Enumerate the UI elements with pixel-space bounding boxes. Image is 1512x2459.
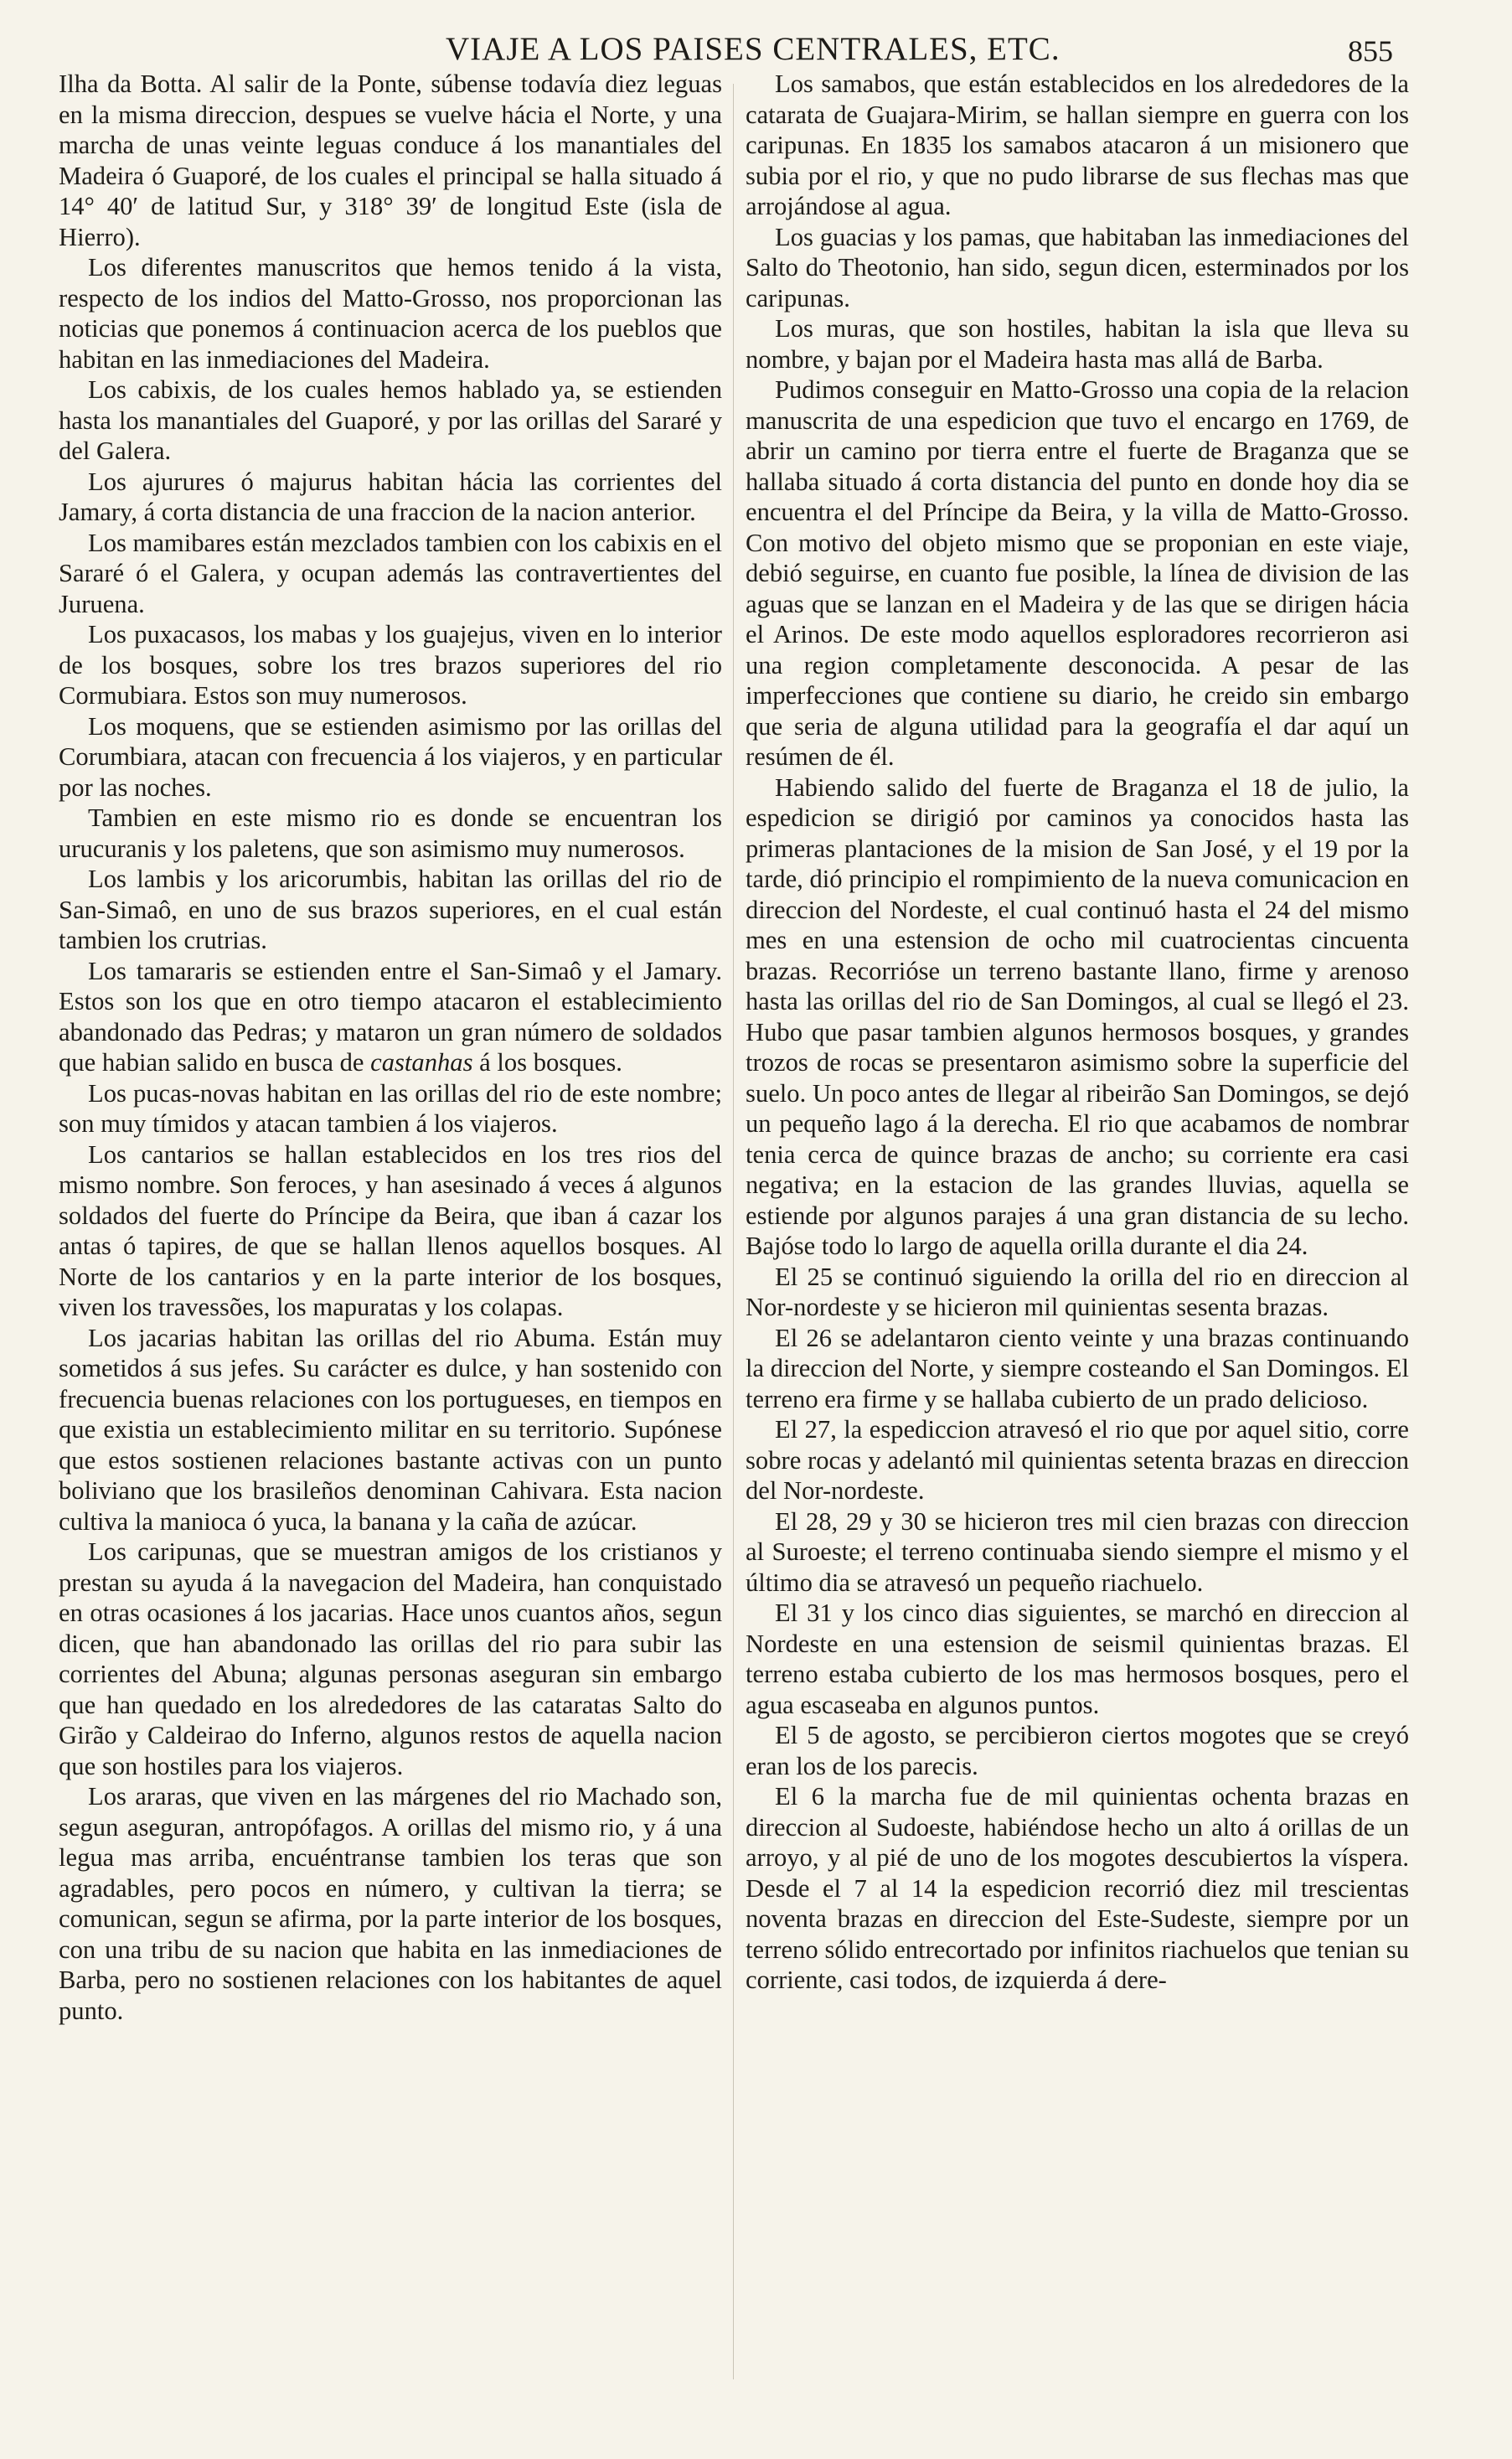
paragraph: Los lambis y los aricorumbis, habitan las orillas del rio de San-Simaô, en uno de sus brazos superiores, en el cual están tambien los crutrias. [59,865,722,954]
paragraph: Los puxacasos, los mabas y los guajejus, viven en lo interior de los bosques, sobre los tres brazos superiores del rio Cormubiara. Estos son muy numerosos. [59,620,722,710]
paragraph: Habiendo salido del fuerte de Braganza el 18 de julio, la espedicion se dirigió por caminos ya conocidos hasta las primeras plantaciones de la mision de San José, y el 19 por la tarde, dió principio el rompimiento de la nueva comunicacion en direccion del Nordeste, el cual continuó hasta el 24 del mismo mes en una estension de ocho mil cuatrocientas cincuenta brazas. Recorrióse un terreno bastante llano, firme y arenoso hasta las orillas del rio de San Domingos, al cual se llegó el 23. Hubo que pasar tambien algunos hermosos bosques, y grandes trozos de rocas se presentaron asimismo sobre la superficie del suelo. Un poco antes de llegar al ribeirão San Domingos, se dejó un pequeño lago á la derecha. El rio que acabamos de nombrar tenia cerca de quince brazas de ancho; su corriente era casi negativa; en la estacion de las grandes lluvias, aquella se estiende por algunos parajes á una gran distancia de su lecho. Bajóse todo lo largo de aquella orilla durante el dia 24. [746,772,1409,1260]
page-header [0,25,1512,75]
paragraph: El 5 de agosto, se percibieron ciertos mogotes que se creyó eran los de los parecis. [746,1721,1409,1780]
paragraph: Los moquens, que se estienden asimismo por las orillas del Corumbiara, atacan con frecuencia á los viajeros, y en particular por las noches. [59,711,722,802]
paragraph: Los araras, que viven en las márgenes del rio Machado son, segun aseguran, antropófagos. A orillas del mismo rio, y á una legua mas arriba, encuéntranse tambien los teras que son agradables, pero pocos en número, y cultivan la tierra; se comunican, segun se afirma, por la parte interior de los bosques, con una tribu de su nacion que habita en las inmediaciones de Barba, pero no sostienen relaciones con los habitantes de aquel punto. [59,1782,722,2025]
italic-term: castanhas [370,1048,473,1077]
paragraph: Los diferentes manuscritos que hemos tenido á la vista, respecto de los indios del Matto-Grosso, nos proporcionan las noticias que ponemos á continuacion acerca de los pueblos que habitan en las inmediaciones del Madeira. [59,253,722,374]
right-column [746,69,1409,1996]
paragraph: Los ajurures ó majurus habitan hácia las corrientes del Jamary, á corta distancia de una fraccion de la nacion anterior. [59,467,722,526]
paragraph: Ilha da Botta. Al salir de la Ponte, súbense todavía diez leguas en la misma direccion, despues se vuelve hácia el Norte, y una marcha de unas veinte leguas conduce á los manantiales del Madeira ó Guaporé, de los cuales el principal se halla situado á 14° 40′ de latitud Sur, y 318° 39′ de longitud Este (isla de Hierro). [59,70,722,251]
paragraph: Los caripunas, que se muestran amigos de los cristianos y prestan su ayuda á la navegacion del Madeira, han conquistado en otras ocasiones á los jacarias. Hace unos cuantos años, segun dicen, que han abandonado las orillas del rio para subir las corrientes del Abuna; algunas personas aseguran sin embargo que han quedado en los alrededores de las cataratas Salto do Girão y Caldeirao do Inferno, algunos restos de aquella nacion que son hostiles para los viajeros. [59,1537,722,1780]
paragraph: Los samabos, que están establecidos en los alrededores de la catarata de Guajara-Mirim, se hallan siempre en guerra con los caripunas. En 1835 los samabos atacaron á un misionero que subia por el rio, y que no pudo librarse de sus flechas mas que arrojándose al agua. [746,70,1409,220]
paragraph: El 27, la espediccion atravesó el rio que por aquel sitio, corre sobre rocas y adelantó mil quinientas setenta brazas en direccion del Nor-nordeste. [746,1415,1409,1505]
paragraph: El 26 se adelantaron ciento veinte y una brazas continuando la direccion del Norte, y siempre costeando el San Domingos. El terreno era firme y se hallaba cubierto de un prado delicioso. [746,1323,1409,1413]
paragraph: El 28, 29 y 30 se hicieron tres mil cien brazas con direccion al Suroeste; el terreno continuaba siendo siempre el mismo y el último dia se atravesó un pequeño riachuelo. [746,1506,1409,1597]
paragraph: Pudimos conseguir en Matto-Grosso una copia de la relacion manuscrita de una espedicion que tuvo el encargo en 1769, de abrir un camino por tierra entre el fuerte de Braganza que se hallaba situado á corta distancia del punto en donde hoy dia se encuentra el del Príncipe da Beira, y la villa de Matto-Grosso. Con motivo del objeto mismo que se proponian en este viaje, debió seguirse, en cuanto fue posible, la línea de division de las aguas que se lanzan en el Madeira y de las que se dirigen hácia el Arinos. De este modo aquellos esploradores recorrieron asi una region completamente desconocida. A pesar de las imperfecciones que contiene su diario, he creido sin embargo que seria de alguna utilidad para la geografía el dar aquí un resúmen de él. [746,375,1409,771]
paragraph: Los guacias y los pamas, que habitaban las inmediaciones del Salto do Theotonio, han sido, segun dicen, esterminados por los caripunas. [746,222,1409,313]
paragraph: Los muras, que son hostiles, habitan la isla que lleva su nombre, y bajan por el Madeira hasta mas allá de Barba. [746,314,1409,374]
running-title: VIAJE A LOS PAISES CENTRALES, ETC. [446,31,1060,67]
paragraph: Tambien en este mismo rio es donde se encuentran los urucuranis y los paletens, que son asimismo muy numerosos. [59,803,722,863]
paragraph-with-italic: Los tamararis se estienden entre el San-Simaô y el Jamary. Estos son los que en otro tiempo atacaron el establecimiento abandonado das Pedras; y mataron un gran número de soldados que habian salido en busca de castanhas á los bosques. [59,956,722,1077]
paragraph: Los jacarias habitan las orillas del rio Abuma. Están muy sometidos á sus jefes. Su carácter es dulce, y han sostenido con frecuencia buenas relaciones con los portugueses, en tiempos en que existia un establecimiento militar en su territorio. Supónese que estos sostienen relaciones bastante activas con un punto boliviano que los brasileños denominan Cahivara. Esta nacion cultiva la manioca ó yuca, la banana y la caña de azúcar. [59,1323,722,1536]
page-number: 855 [1348,34,1393,68]
column-divider [733,84,734,2379]
paragraph: El 31 y los cinco dias siguientes, se marchó en direccion al Nordeste en una estension de seismil quinientas brazas. El terreno estaba cubierto de los mas hermosos bosques, pero el agua escaseaba en algunos puntos. [746,1599,1409,1719]
paragraph: El 6 la marcha fue de mil quinientas ochenta brazas en direccion al Sudoeste, habiéndose hecho un alto á orillas de un arroyo, y al pié de uno de los mogotes descubiertos la víspera. Desde el 7 al 14 la espedicion recorrió diez mil trescientas noventa brazas en direccion del Este-Sudeste, siempre por un terreno sólido entrecortado por infinitos riachuelos que tenian su corriente, casi todos, de izquierda á dere- [746,1782,1409,1994]
paragraph: Los mamibares están mezclados tambien con los cabixis en el Sararé ó el Galera, y ocupan además las contravertientes del Juruena. [59,528,722,618]
paragraph: Los cabixis, de los cuales hemos hablado ya, se estienden hasta los manantiales del Guaporé, y por las orillas del Sararé y del Galera. [59,375,722,465]
left-column [59,69,722,2026]
paragraph: Los cantarios se hallan establecidos en los tres rios del mismo nombre. Son feroces, y han asesinado á veces á algunos soldados del fuerte do Príncipe da Beira, que iban á cazar los antas ó tapires, de que se hallan llenos aquellos bosques. Al Norte de los cantarios y en la parte interior de los bosques, viven los travessões, los mapuratas y los colapas. [59,1139,722,1321]
paragraph: Los pucas-novas habitan en las orillas del rio de este nombre; son muy tímidos y atacan tambien á los viajeros. [59,1078,722,1138]
paragraph: El 25 se continuó siguiendo la orilla del rio en direccion al Nor-nordeste y se hicieron mil quinientas sesenta brazas. [746,1262,1409,1321]
